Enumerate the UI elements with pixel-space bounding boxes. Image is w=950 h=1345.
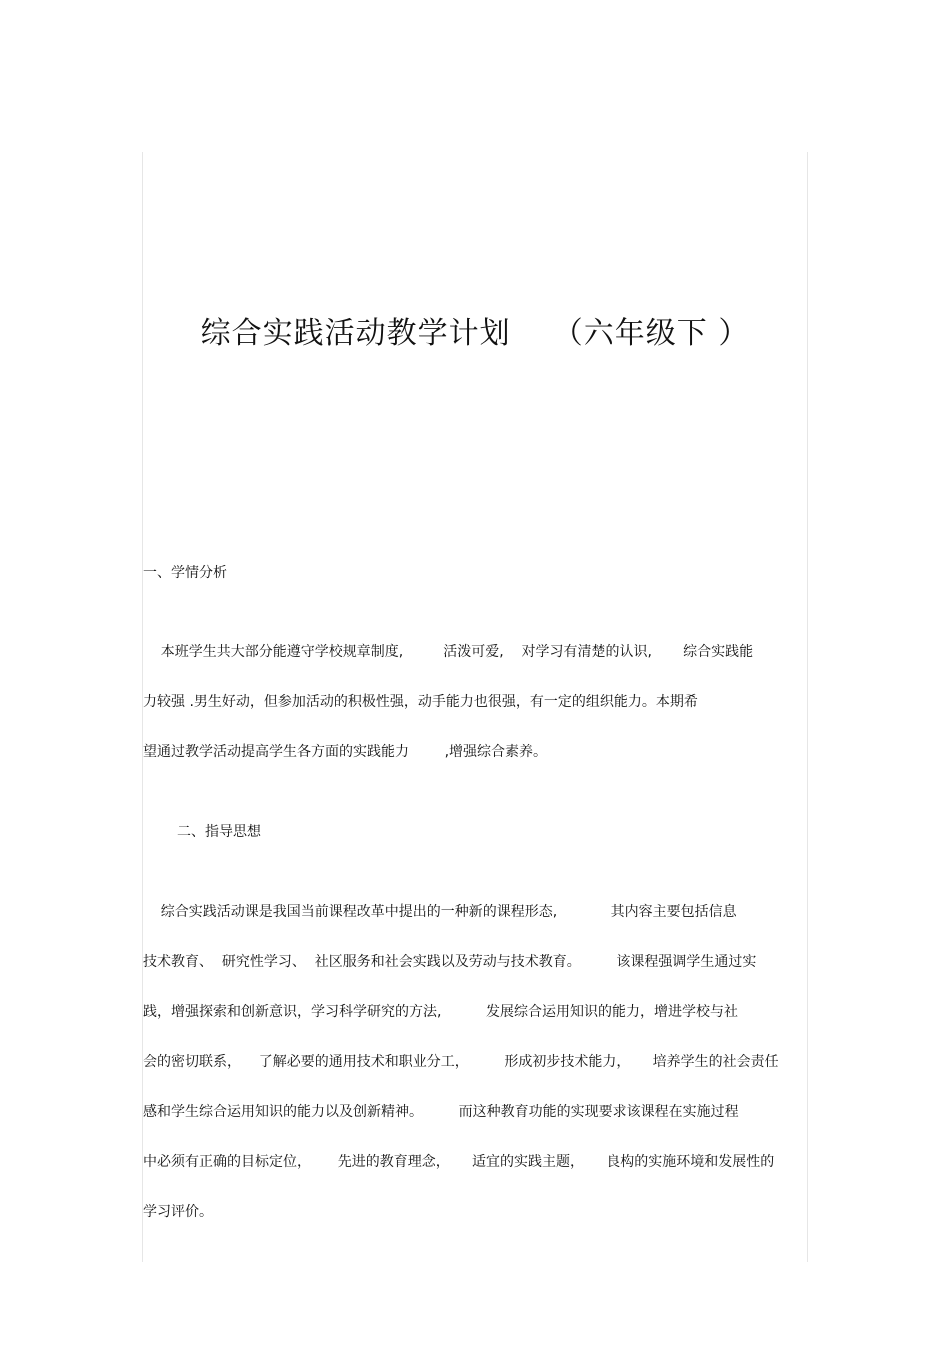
paragraph-line: 本班学生共大部分能遵守学校规章制度, 活泼可爱, 对学习有清楚的认识, 综合实践能 — [143, 644, 754, 660]
paragraph-line: 技术教育、 研究性学习、 社区服务和社会实践以及劳动与技术教育。 该课程强调学生通过实 — [143, 954, 757, 970]
paragraph-line: 感和学生综合运用知识的能力以及创新精神。 而这种教育功能的实现要求该课程在实施过程 — [143, 1104, 739, 1120]
paragraph-line: 会的密切联系， 了解必要的通用技术和职业分工， 形成初步技术能力， 培养学生的社会责任 — [143, 1054, 779, 1070]
paragraph-line: 践，增强探索和创新意识，学习科学研究的方法, 发展综合运用知识的能力，增进学校与社 — [143, 1004, 738, 1020]
paragraph-line: 综合实践活动课是我国当前课程改革中提出的一种新的课程形态, 其内容主要包括信息 — [143, 904, 737, 920]
paragraph-line: 力较强 .男生好动，但参加活动的积极性强，动手能力也很强，有一定的组织能力。本期希 — [143, 694, 698, 710]
section-heading-learning-analysis: 一、学情分析 — [143, 565, 227, 581]
paragraph-line: 中必须有正确的目标定位， 先进的教育理念， 适宜的实践主题， 良构的实施环境和发展性的 — [143, 1154, 775, 1170]
paragraph-line: 学习评价。 — [143, 1204, 213, 1220]
document-title: 综合实践活动教学计划 （六年级下 ） — [200, 316, 750, 351]
paragraph-line: 望通过教学活动提高学生各方面的实践能力 ,增强综合素养。 — [143, 744, 548, 760]
section-heading-guiding-ideology: 二、指导思想 — [177, 824, 261, 840]
